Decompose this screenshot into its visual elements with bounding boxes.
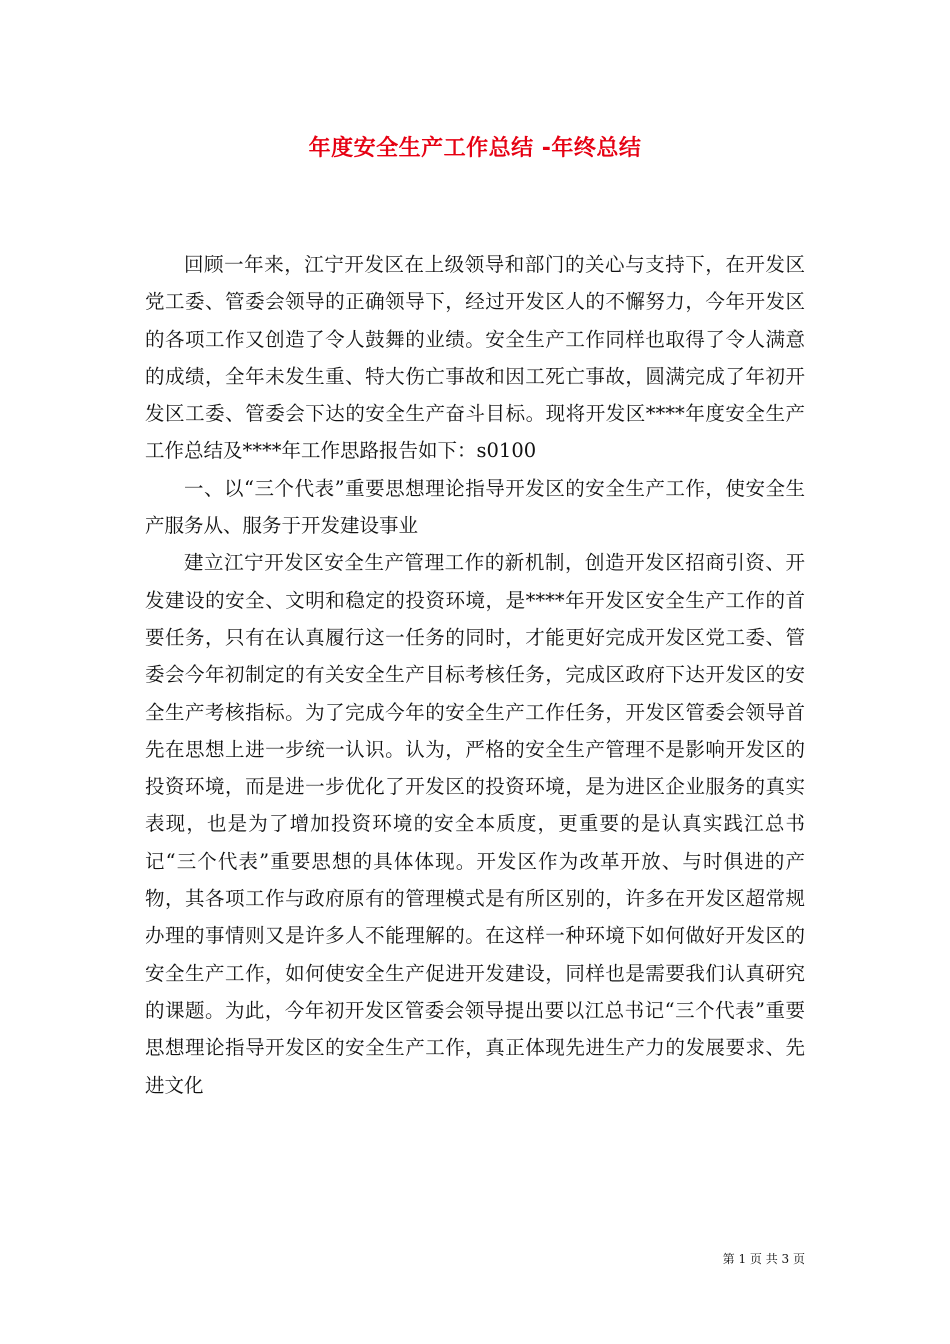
document-body [145, 246, 805, 1104]
page-number-footer: 第 1 页 共 3 页 [722, 1252, 805, 1266]
document-title: 年度安全生产工作总结 -年终总结 [308, 136, 642, 161]
paragraph-intro: 回顾一年来，江宁开发区在上级领导和部门的关心与支持下，在开发区党工委、管委会领导的正确领导下，经过开发区人的不懈努力，今年开发区的各项工作又创造了令人鼓舞的业绩。安全生产工作同样也取得了令人满意的成绩，全年未发生重、特大伤亡事故和因工死亡事故，圆满完成了年初开发区工委、管委会下达的安全生产奋斗目标。现将开发区****年度安全生产工作总结及****年工作思路报告如下：s0100 [145, 253, 805, 463]
paragraph-body: 建立江宁开发区安全生产管理工作的新机制，创造开发区招商引资、开发建设的安全、文明和稳定的投资环境，是****年开发区安全生产工作的首要任务，只有在认真履行这一任务的同时，才能更好完成开发区党工委、管委会今年初制定的有关安全生产目标考核任务，完成区政府下达开发区的安全生产考核指标。为了完成今年的安全生产工作任务，开发区管委会领导首先在思想上进一步统一认识。认为，严格的安全生产管理不是影响开发区的投资环境，而是进一步优化了开发区的投资环境，是为进区企业服务的真实表现，也是为了增加投资环境的安全本质度，更重要的是认真实践江总书记“三个代表”重要思想的具体体现。开发区作为改革开放、与时俱进的产物，其各项工作与政府原有的管理模式是有所区别的，许多在开发区超常规办理的事情则又是许多人不能理解的。在这样一种环境下如何做好开发区的安全生产工作，如何使安全生产促进开发建设，同样也是需要我们认真研究的课题。为此，今年初开发区管委会领导提出要以江总书记“三个代表”重要思想理论指导开发区的安全生产工作，真正体现先进生产力的发展要求、先进文化 [145, 551, 805, 1097]
paragraph-section-heading: 一、以“三个代表”重要思想理论指导开发区的安全生产工作，使安全生产服务从、服务于开发建设事业 [145, 476, 805, 538]
